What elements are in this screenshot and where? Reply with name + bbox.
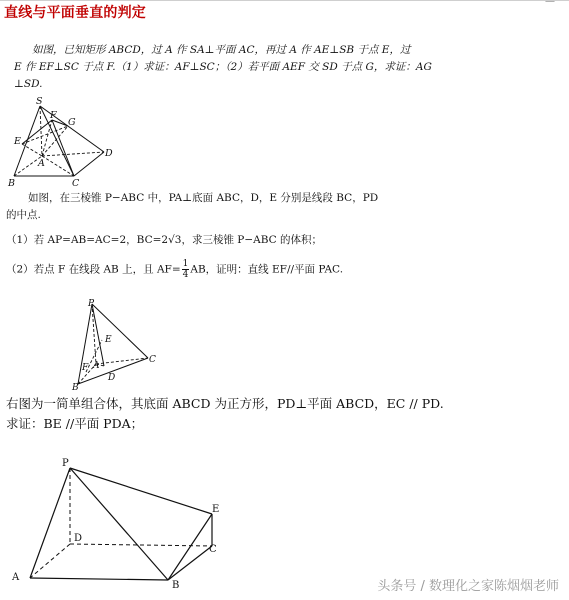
page-title: 直线与平面垂直的判定 — [4, 5, 146, 21]
fig1-label-f: F — [50, 110, 57, 121]
problem2-q2 — [6, 259, 564, 280]
figure3-composite-solid-diagram — [6, 450, 236, 590]
fig1-label-c: C — [72, 178, 80, 189]
figure1-pyramid-diagram — [6, 94, 126, 190]
fig3-label-d: D — [74, 533, 83, 544]
fig2-label-b: B — [72, 383, 79, 392]
fraction-denominator: 4 — [182, 270, 189, 280]
problem1-line3: ⊥SD. — [14, 78, 43, 90]
figure2-tetrahedron-diagram — [62, 296, 162, 392]
problem1-text — [14, 42, 564, 93]
problem2-q2-post: AB，证明：直线 EF//平面 PAC. — [190, 263, 344, 276]
fig3-label-p: P — [62, 458, 69, 469]
fig2-label-e: E — [105, 335, 112, 345]
fig2-label-f: F — [82, 363, 89, 373]
problem1-line1: 如图，已知矩形 ABCD，过 A 作 SA⊥平面 AC，再过 A 作 AE⊥SB 于点 E，过 — [32, 44, 411, 56]
problem2-q1-sqrt: √3 — [168, 234, 182, 246]
problem3-line1: 右图为一简单组合体，其底面 ABCD 为正方形，PD⊥平面 ABCD，EC // PD. — [6, 396, 444, 411]
problem2-q1-post: ，求三棱锥 P−ABC 的体积； — [181, 234, 323, 246]
problem2-intro-cont: 的中点. — [6, 209, 41, 221]
fig1-label-g: G — [68, 117, 76, 128]
fig3-label-e: E — [212, 504, 220, 515]
top-border — [0, 0, 569, 1]
problem1-line2: E 作 EF⊥SC 于点 F.（1）求证：AF⊥SC；（2）若平面 AEF 交 SD 于点 G，求证：AG — [14, 61, 432, 73]
fig2-label-d: D — [108, 373, 116, 383]
fig1-label-d: D — [105, 148, 113, 159]
problem3-line2: 求证：BE //平面 PDA； — [6, 416, 144, 431]
fig3-label-c: C — [209, 544, 217, 555]
problem2-q1-pre: （1）若 AP=AB=AC=2，BC=2 — [6, 234, 169, 246]
fraction-numerator: 1 — [182, 259, 189, 269]
fig1-label-a: A — [38, 158, 45, 169]
corner-mark: — — [545, 0, 555, 7]
problem2-q2-fraction — [182, 259, 190, 280]
problem3-text — [6, 394, 564, 434]
problem2-q2-pre: （2）若点 F 在线段 AB 上，且 AF= — [6, 263, 181, 276]
fig2-label-a: A — [93, 361, 100, 371]
problem2-q1 — [6, 232, 564, 249]
problem2-text — [6, 190, 564, 280]
fig2-label-p: P — [88, 299, 95, 309]
fig1-label-e: E — [14, 136, 21, 147]
watermark-text: 头条号 / 数理化之家陈烟烟老师 — [377, 579, 559, 594]
fig1-label-s: S — [36, 96, 43, 107]
fig3-label-a: A — [12, 572, 20, 583]
fig3-label-b: B — [172, 580, 180, 590]
fig1-label-b: B — [8, 178, 15, 189]
problem2-intro: 如图，在三棱锥 P−ABC 中，PA⊥底面 ABC，D，E 分别是线段 BC，PD — [28, 192, 379, 204]
fig2-label-c: C — [149, 355, 156, 365]
